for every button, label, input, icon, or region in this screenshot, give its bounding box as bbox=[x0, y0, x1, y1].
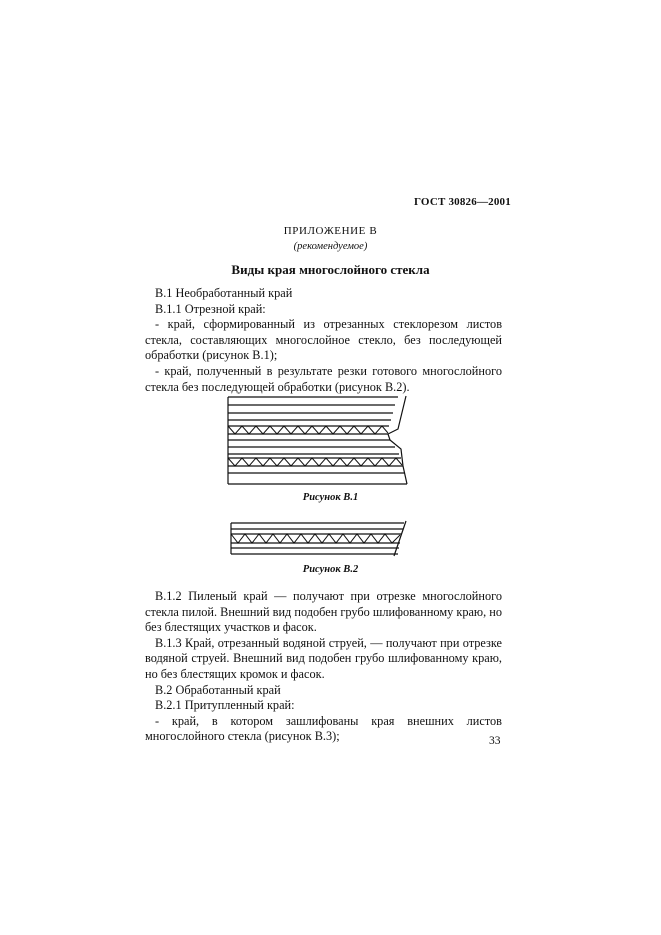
page-number: 33 bbox=[489, 735, 501, 747]
standard-number: ГОСТ 30826—2001 bbox=[414, 196, 511, 208]
paragraph: - край, полученный в результате резки готового многослойного стекла без последующей обработки (рисунок В.2). bbox=[145, 363, 502, 394]
figure-b2-drawing bbox=[228, 519, 410, 559]
section-2-text bbox=[145, 589, 502, 745]
paragraph: В.1.2 Пиленый край — получают при отрезке многослойного стекла пилой. Внешний вид подобен грубо шлифованному краю, но без блестящих участков и фасок. bbox=[145, 589, 502, 635]
paragraph: В.1 Необработанный край bbox=[155, 286, 293, 300]
section-1-text bbox=[145, 286, 502, 395]
paragraph: В.1.3 Край, отрезанный водяной струей, — получают при отрезке водяной струей. Внешний вид подобен грубо шлифованному краю, но без блестящих кромок и фасок. bbox=[145, 635, 502, 681]
paragraph: В.2 Обработанный край bbox=[155, 682, 281, 697]
paragraph: В.1.1 Отрезной край: bbox=[155, 301, 266, 316]
paragraph: В.2.1 Притупленный край: bbox=[155, 698, 295, 713]
paragraph: - край, в котором зашлифованы края внешних листов многослойного стекла (рисунок В.3); bbox=[145, 713, 502, 744]
appendix-title: Виды края многослойного стекла bbox=[231, 262, 430, 277]
figure-b2-caption: Рисунок В.2 bbox=[302, 564, 359, 575]
appendix-status: (рекомендуемое) bbox=[293, 241, 368, 252]
figure-b1-drawing bbox=[225, 393, 410, 489]
figure-b1-caption: Рисунок В.1 bbox=[302, 492, 359, 503]
paragraph: - край, сформированный из отрезанных стеклорезом листов стекла, составляющих многослойное стекло, без последующей обработки (рисунок В.1); bbox=[145, 317, 502, 363]
appendix-label: ПРИЛОЖЕНИЕ В bbox=[283, 225, 378, 237]
